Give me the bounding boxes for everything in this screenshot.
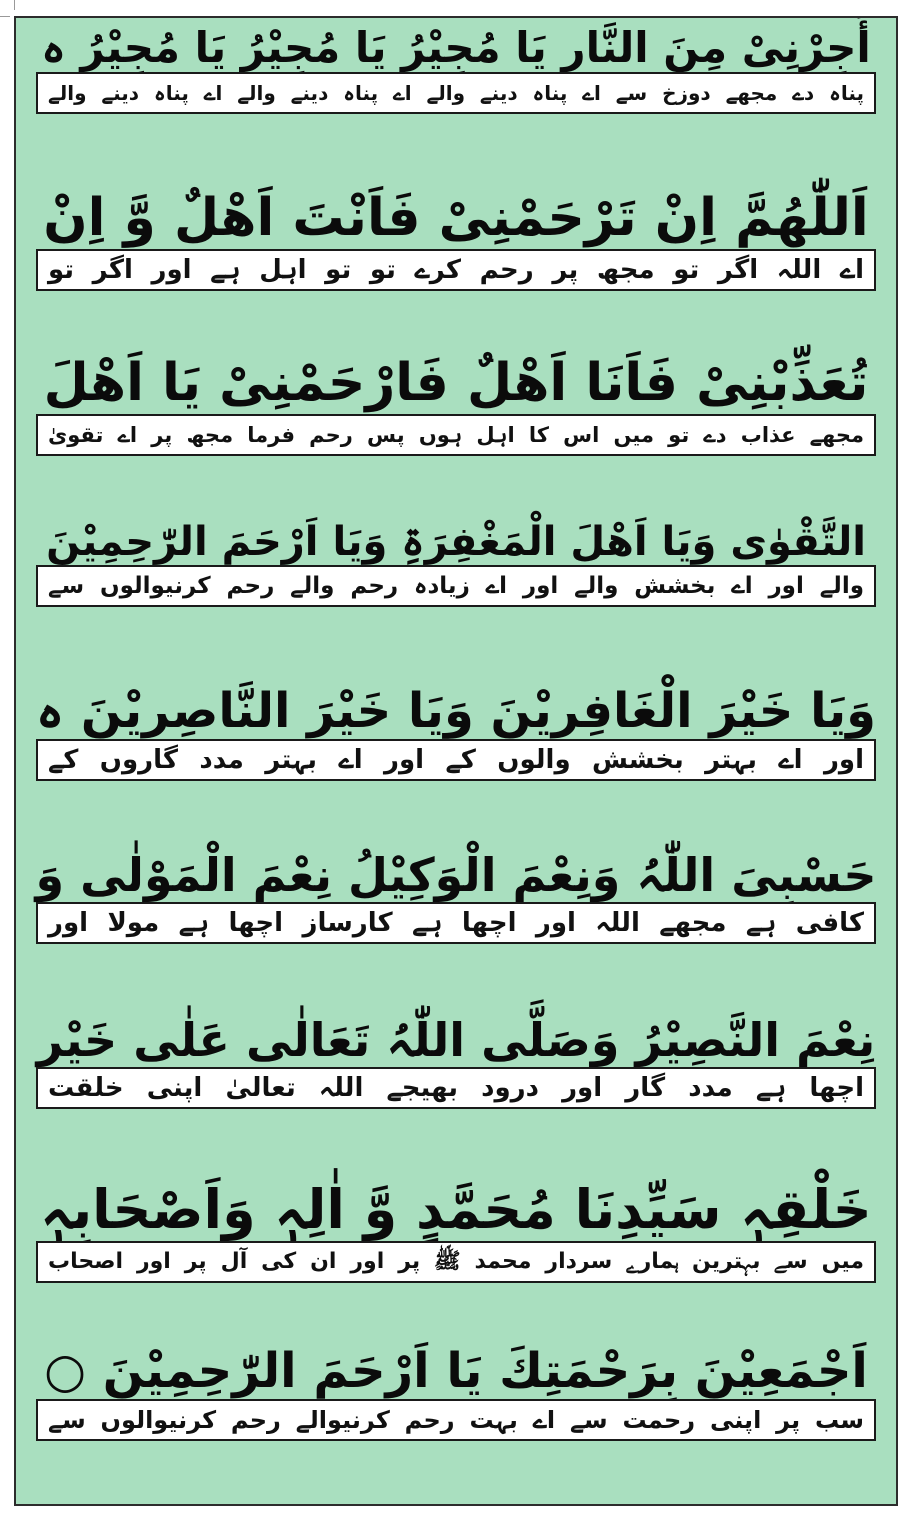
arabic-line-6: حَسْبِیَ اللّٰہُ وَنِعْمَ الْوَکِیْلُ نِعْمَ الْمَوْلٰی وَ xyxy=(35,848,877,902)
verse-2 xyxy=(16,189,896,291)
verse-6 xyxy=(16,849,896,944)
crop-mark-left xyxy=(14,0,15,10)
translation-line-3: مجھے عذاب دے تو میں اس کا اہل ہوں پس رحم فرما مجھ پر اے تقویٰ xyxy=(36,414,876,456)
verse-5 xyxy=(16,684,896,781)
arabic-line-7: نِعْمَ النَّصِیْرُ وَصَلَّی اللّٰہُ تَعَالٰی عَلٰی خَیْرِ xyxy=(36,1013,876,1067)
crop-mark-top xyxy=(0,16,10,17)
arabic-line-3: تُعَذِّبْنِیْ فَاَنَا اَھْلٌ فَارْحَمْنِیْ یَا اَھْلَ xyxy=(43,353,869,413)
translation-line-6: کافی ہے مجھے اللہ اور اچھا ہے کارساز اچھا ہے مولا اور xyxy=(36,902,876,944)
prayer-page xyxy=(14,16,898,1506)
verse-9 xyxy=(16,1344,896,1441)
arabic-line-2: اَللّٰھُمَّ اِنْ تَرْحَمْنِیْ فَاَنْتَ اَھْلٌ وَّ اِنْ xyxy=(43,188,869,248)
arabic-line-8: خَلْقِہٖ سَیِّدِنَا مُحَمَّدٍ وَّ اٰلِہٖ وَاَصْحَابِہٖ xyxy=(40,1178,872,1241)
verse-8 xyxy=(16,1179,896,1283)
translation-line-5: اور اے بہتر بخشش والوں کے اور اے بہتر مدد گاروں کے xyxy=(36,739,876,781)
verse-4 xyxy=(16,519,896,607)
arabic-line-1: أَجِرْنِیْ مِنَ النَّارِ یَا مُجِیْرُ یَا مُجِیْرُ یَا مُجِیْرُ ہ xyxy=(41,23,871,72)
verse-7 xyxy=(16,1014,896,1109)
translation-line-8: میں سے بہترین ہمارے سردار محمد ﷺ پر اور ان کی آل پر اور اصحاب xyxy=(36,1241,876,1283)
translation-line-4: والے اور اے بخشش والے اور اے زیادہ رحم والے رحم کرنیوالوں سے xyxy=(36,565,876,607)
translation-line-9: سب پر اپنی رحمت سے اے بہت رحم کرنیوالے رحم کرنیوالوں سے xyxy=(36,1399,876,1441)
arabic-line-5: وَیَا خَیْرَ الْغَافِرِیْنَ وَیَا خَیْرَ النَّاصِرِیْنَ ہ xyxy=(36,683,876,739)
arabic-line-4: التَّقْوٰی وَیَا اَھْلَ الْمَغْفِرَۃِ وَیَا اَرْحَمَ الرّٰحِمِیْنَ xyxy=(46,519,866,565)
verse-3 xyxy=(16,354,896,456)
arabic-line-9: اَجْمَعِیْنَ بِرَحْمَتِكَ یَا اَرْحَمَ الرّٰحِمِیْنَ ○ xyxy=(44,1343,868,1399)
translation-line-1: پناہ دے مجھے دوزخ سے اے پناہ دینے والے اے پناہ دینے والے اے پناہ دینے والے xyxy=(36,72,876,114)
verse-1 xyxy=(16,24,896,114)
translation-line-7: اچھا ہے مدد گار اور درود بھیجے اللہ تعالیٰ اپنی خلقت xyxy=(36,1067,876,1109)
translation-line-2: اے اللہ اگر تو مجھ پر رحم کرے تو تو اہل ہے اور اگر تو xyxy=(36,249,876,291)
